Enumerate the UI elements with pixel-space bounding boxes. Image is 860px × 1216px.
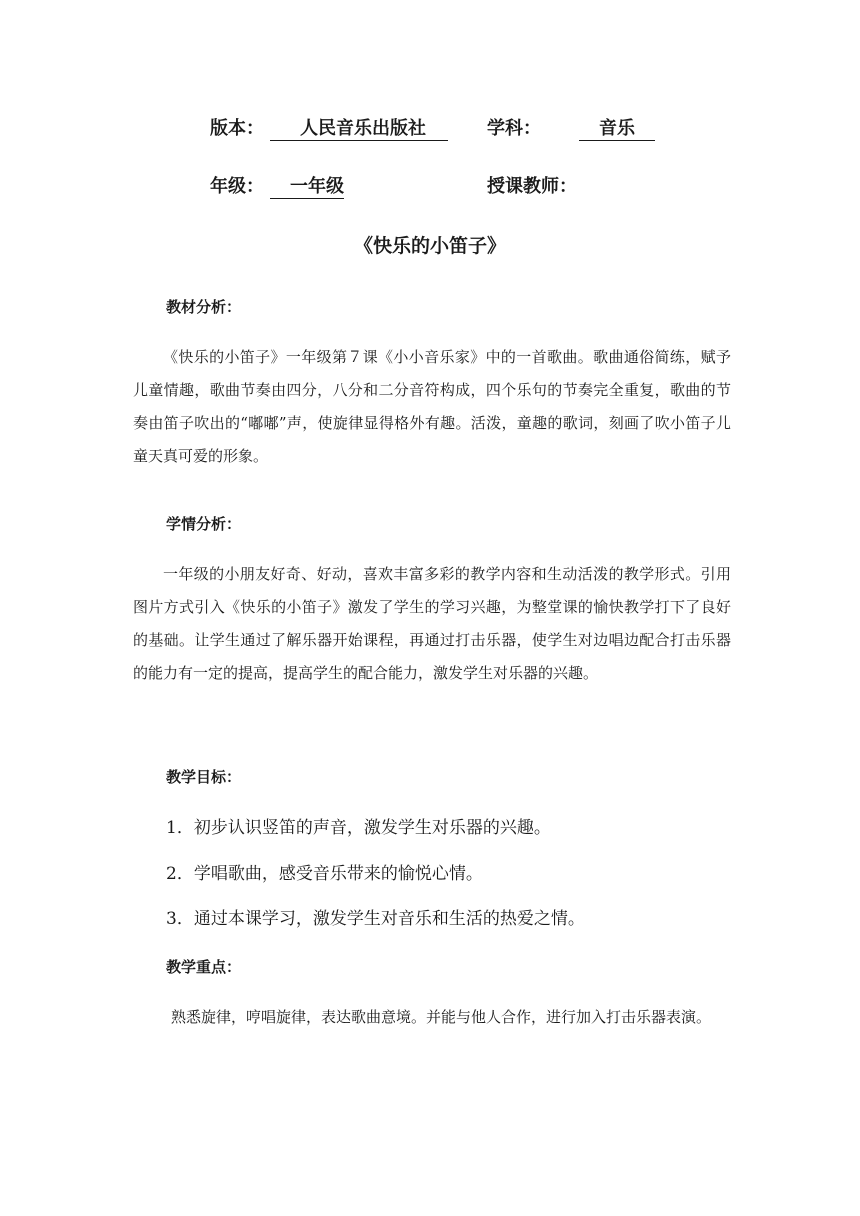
teacher-row [487,175,577,199]
goals-heading: 教学目标： [166,768,242,786]
students-body: 一年级的小朋友好奇、好动，喜欢丰富多彩的教学内容和生动活泼的教学形式。引用图片方式引入《快乐的小笛子》激发了学生的学习兴趣，为整堂课的愉快教学打下了良好的基础。让学生通过了解乐器开始课程，再通过打击乐器，使学生对边唱边配合打击乐器的能力有一定的提高，提高学生的配合能力，激发学生对乐器的兴趣。 [133,565,731,682]
subject-label: 学科： [487,118,541,139]
goal-item: 2．学唱歌曲，感受音乐带来的愉悦心情。 [166,864,483,884]
goal-item: 1．初步认识竖笛的声音，激发学生对乐器的兴趣。 [166,818,551,838]
teacher-label: 授课教师： [487,176,577,197]
material-body: 《快乐的小笛子》一年级第７课《小小音乐家》中的一首歌曲。歌曲通俗简练，赋予儿童情趣，歌曲节奏由四分，八分和二分音符构成，四个乐句的节奏完全重复，歌曲的节奏由笛子吹出的“嘟嘟”声，使旋律显得格外有趣。活泼，童趣的歌词，刻画了吹小笛子儿童天真可爱的形象。 [133,348,731,465]
material-heading: 教材分析： [166,298,242,316]
edition-value: 人民音乐出版社 [270,118,448,141]
subject-row [487,117,655,141]
goal-item: 3．通过本课学习，激发学生对音乐和生活的热爱之情。 [166,909,585,929]
grade-value: 一年级 [270,176,344,199]
grade-row [210,175,344,199]
focus-body: 熟悉旋律，哼唱旋律，表达歌曲意境。并能与他人合作，进行加入打击乐器表演。 [171,1008,712,1026]
focus-heading: 教学重点： [166,958,242,976]
edition-label: 版本： [210,118,264,139]
subject-value: 音乐 [579,118,655,141]
lesson-title: 《快乐的小笛子》 [353,235,506,257]
students-heading: 学情分析： [166,515,242,533]
grade-label: 年级： [210,176,264,197]
edition-row [210,117,448,141]
